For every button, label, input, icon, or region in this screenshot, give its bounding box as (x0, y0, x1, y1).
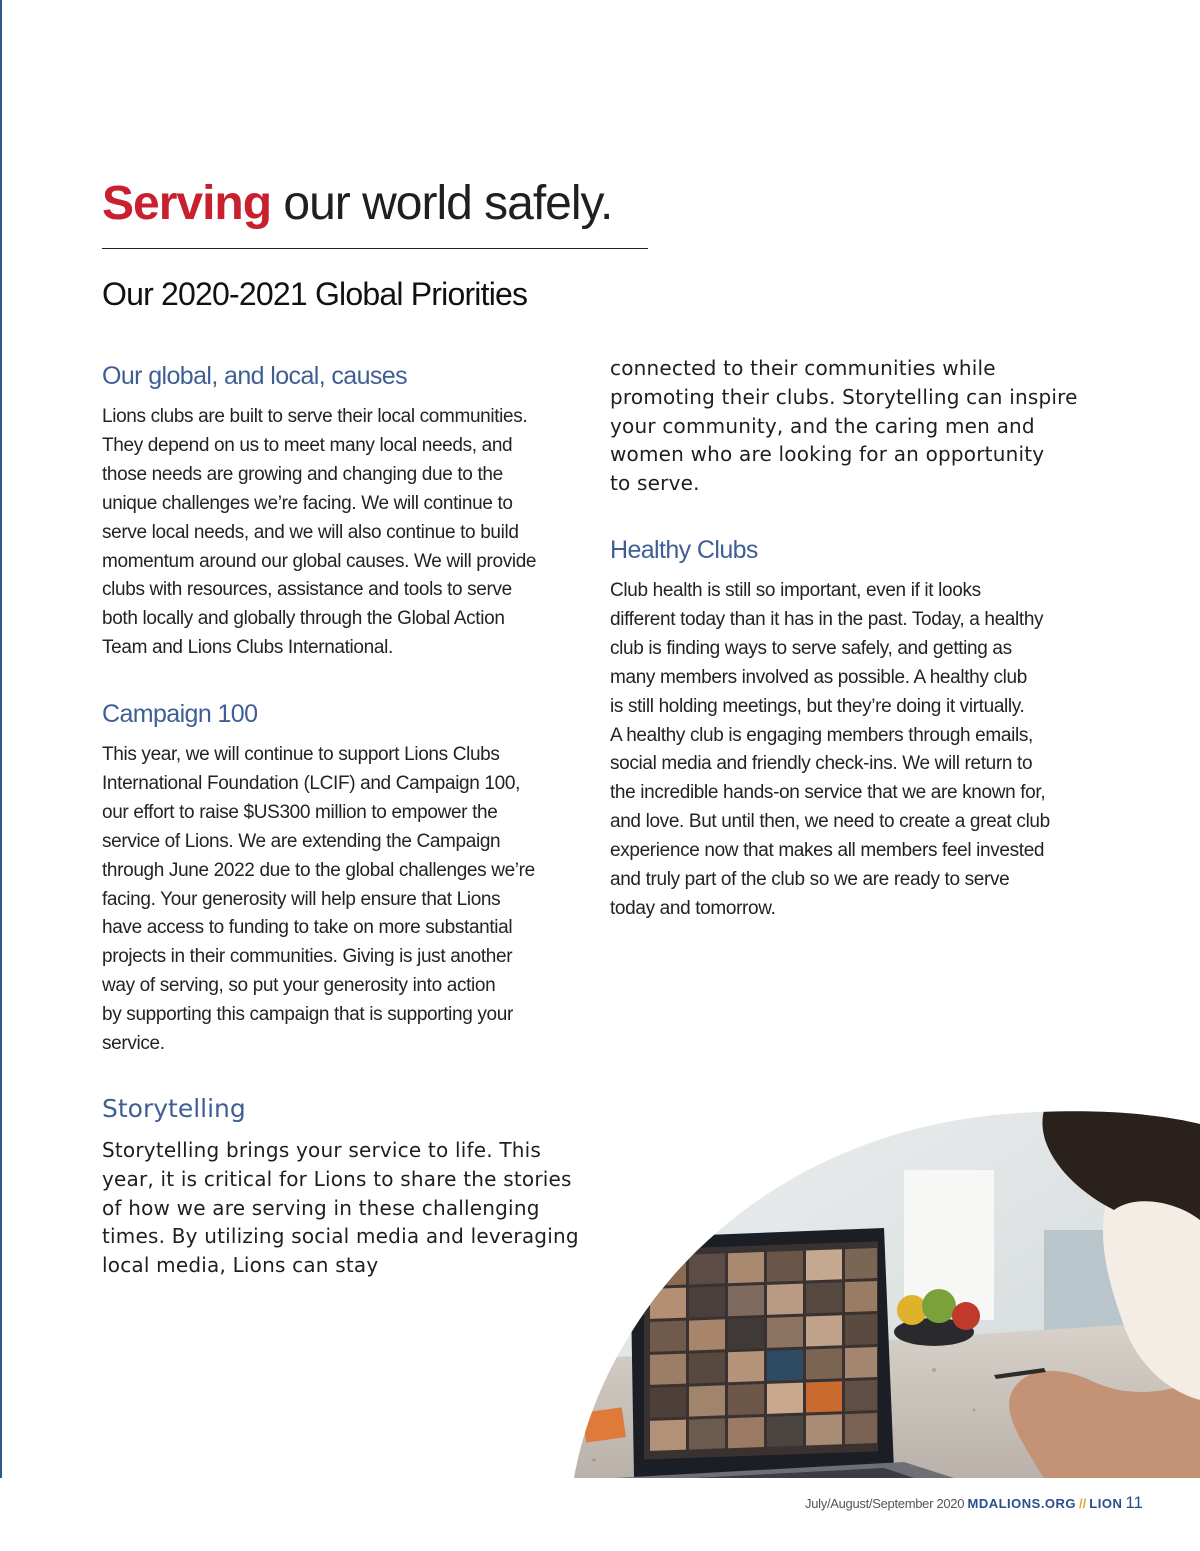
text-line: social media and friendly check-ins. We will return to (610, 753, 1033, 775)
text-line: projects in their communities. Giving is just another (102, 946, 513, 968)
page-number: 11 (1125, 1493, 1143, 1512)
text-line: experience now that makes all members feel invested (610, 840, 1045, 862)
heading-campaign: Campaign 100 (102, 700, 258, 728)
text-line: have access to funding to take on more substantial (102, 917, 513, 939)
text-line: both locally and globally through the Global Action (102, 608, 505, 630)
text-line: times. By utilizing social media and leveraging (102, 1224, 579, 1249)
text-line: today and tomorrow. (610, 897, 776, 919)
text-line: those needs are growing and changing due to the (102, 463, 503, 485)
text-line: International Foundation (LCIF) and Campaign 100, (102, 772, 521, 794)
video-call-photo (574, 1110, 1200, 1478)
body-healthy-clubs (610, 577, 1100, 924)
body-storytelling (102, 1136, 582, 1280)
text-line: by supporting this campaign that is supporting your (102, 1004, 513, 1026)
page-title (102, 176, 612, 231)
heading-storytelling: Storytelling (102, 1094, 246, 1123)
title-rest: our world safely. (271, 177, 613, 230)
text-line: to serve. (610, 471, 700, 496)
text-line: clubs with resources, assistance and tools to serve (102, 579, 512, 601)
text-line: connected to their communities while (610, 356, 996, 380)
body-storytelling-continued (610, 354, 1090, 498)
text-line: and love. But until then, we need to create a great club (610, 811, 1050, 833)
text-line: way of serving, so put your generosity into action (102, 975, 496, 997)
page-footer (805, 1493, 1143, 1513)
text-line: unique challenges we’re facing. We will continue to (102, 492, 513, 514)
text-line: club is finding ways to serve safely, and getting as (610, 637, 1012, 659)
body-causes (102, 403, 582, 663)
text-line: promoting their clubs. Storytelling can inspire (610, 384, 1078, 409)
footer-site-link[interactable]: MDALIONS.ORG (967, 1496, 1077, 1511)
text-line: A healthy club is engaging members through emails, (610, 724, 1033, 746)
text-line: our effort to raise $US300 million to empower the (102, 801, 498, 823)
footer-separator: // (1079, 1496, 1087, 1511)
text-line: They depend on us to meet many local needs, and (102, 434, 513, 456)
text-line: of how we are serving in these challenging (102, 1195, 540, 1220)
text-line: local media, Lions can stay (102, 1253, 379, 1278)
text-line: is still holding meetings, but they’re doing it virtually. (610, 695, 1025, 717)
text-line: different today than it has in the past. Today, a healthy (610, 608, 1044, 630)
text-line: momentum around our global causes. We will provide (102, 550, 537, 572)
title-accent: Serving (102, 177, 272, 230)
text-line: your community, and the caring men and (610, 413, 1035, 438)
page-subtitle: Our 2020-2021 Global Priorities (102, 276, 528, 312)
title-divider (102, 248, 648, 249)
text-line: Club health is still so important, even if it looks (610, 580, 981, 601)
text-line: facing. Your generosity will help ensure that Lions (102, 888, 501, 910)
body-campaign (102, 741, 582, 1059)
text-line: service. (102, 1033, 165, 1055)
text-line: Lions clubs are built to serve their local communities. (102, 406, 528, 427)
page-edge-rule (0, 0, 2, 1478)
text-line: women who are looking for an opportunity (610, 442, 1045, 467)
text-line: service of Lions. We are extending the Campaign (102, 830, 501, 852)
text-line: Team and Lions Clubs International. (102, 637, 393, 659)
text-line: This year, we will continue to support Lions Clubs (102, 744, 500, 765)
text-line: Storytelling brings your service to life. This (102, 1138, 542, 1162)
text-line: through June 2022 due to the global challenges we’re (102, 859, 535, 881)
heading-causes: Our global, and local, causes (102, 362, 408, 390)
text-line: serve local needs, and we will also continue to build (102, 521, 519, 543)
text-line: many members involved as possible. A healthy club (610, 666, 1027, 688)
text-line: year, it is critical for Lions to share the stories (102, 1166, 572, 1191)
footer-magazine: LION (1089, 1496, 1123, 1511)
footer-issue: July/August/September 2020 (805, 1496, 968, 1511)
text-line: the incredible hands-on service that we are known for, (610, 782, 1046, 804)
heading-healthy-clubs: Healthy Clubs (610, 536, 758, 564)
text-line: and truly part of the club so we are ready to serve (610, 869, 1010, 891)
